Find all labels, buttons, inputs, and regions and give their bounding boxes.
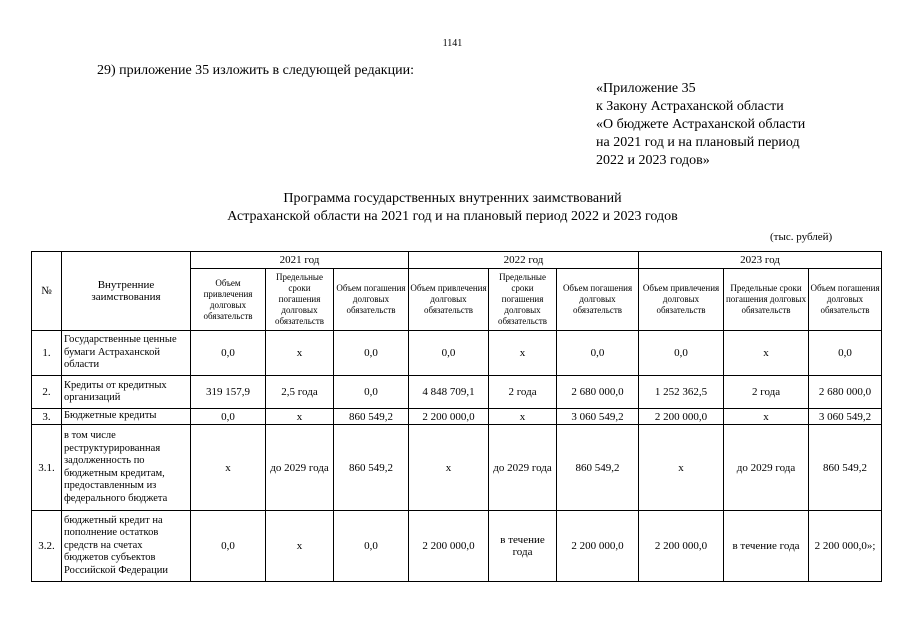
table-cell: 2,5 года — [266, 376, 334, 409]
column-subheader: Объем привлечения долговых обязательств — [639, 269, 724, 331]
num-header: № — [32, 252, 62, 331]
table-cell: в течение года — [489, 511, 557, 582]
table-cell: 860 549,2 — [557, 425, 639, 511]
row-name: Кредиты от кредитных организаций — [62, 376, 191, 409]
column-subheader: Объем привлечения долговых обязательств — [409, 269, 489, 331]
table-cell: 0,0 — [191, 409, 266, 425]
table-cell: 1 252 362,5 — [639, 376, 724, 409]
column-subheader: Объем погашения долговых обязательств — [557, 269, 639, 331]
year-header: 2022 год — [409, 252, 639, 269]
table-cell: 319 157,9 — [191, 376, 266, 409]
table-cell: 2 года — [724, 376, 809, 409]
table-cell: 3 060 549,2 — [557, 409, 639, 425]
table-cell: 0,0 — [409, 331, 489, 376]
table-cell: 2 680 000,0 — [809, 376, 882, 409]
table-cell: х — [489, 409, 557, 425]
title-line: Программа государственных внутренних заимствований — [283, 191, 622, 206]
table-cell: до 2029 года — [724, 425, 809, 511]
table-cell: х — [266, 511, 334, 582]
table-cell: 860 549,2 — [809, 425, 882, 511]
intro-text: 29) приложение 35 изложить в следующей редакции: — [97, 63, 414, 78]
table-cell: 2 200 000,0 — [639, 409, 724, 425]
name-header: Внутренние заимствования — [62, 252, 191, 331]
table-cell: 0,0 — [639, 331, 724, 376]
table-cell: 2 года — [489, 376, 557, 409]
column-subheader: Предельные сроки погашения долговых обязательств — [489, 269, 557, 331]
table-row — [32, 425, 882, 511]
table-cell: 0,0 — [334, 331, 409, 376]
appendix-line: на 2021 год и на плановый период — [596, 135, 800, 150]
table-cell: 860 549,2 — [334, 425, 409, 511]
row-name: в том числе реструктурированная задолженность по бюджетным кредитам, предоставленным из федерального бюджета — [62, 425, 191, 511]
table-row — [32, 409, 882, 425]
table-row — [32, 376, 882, 409]
appendix-line: 2022 и 2023 годов» — [596, 153, 710, 168]
column-subheader: Объем погашения долговых обязательств — [334, 269, 409, 331]
row-number: 3.1. — [32, 425, 62, 511]
table-cell: х — [191, 425, 266, 511]
borrowing-program-table — [31, 251, 882, 582]
table-cell: 2 680 000,0 — [557, 376, 639, 409]
row-name: Государственные ценные бумаги Астраханской области — [62, 331, 191, 376]
title-line: Астраханской области на 2021 год и на плановый период 2022 и 2023 годов — [227, 209, 678, 224]
table-cell: в течение года — [724, 511, 809, 582]
column-subheader: Объем погашения долговых обязательств — [809, 269, 882, 331]
table-cell: 2 200 000,0 — [409, 511, 489, 582]
table-cell: до 2029 года — [489, 425, 557, 511]
row-number: 3.2. — [32, 511, 62, 582]
table-cell: х — [266, 331, 334, 376]
table-cell: 0,0 — [334, 511, 409, 582]
column-subheader: Объем привлечения долговых обязательств — [191, 269, 266, 331]
table-cell: 0,0 — [809, 331, 882, 376]
year-header-row — [32, 252, 882, 269]
appendix-line: «О бюджете Астраханской области — [596, 117, 806, 132]
table-cell: 0,0 — [334, 376, 409, 409]
appendix-line: к Закону Астраханской области — [596, 99, 784, 114]
column-subheader: Предельные сроки погашения долговых обязательств — [266, 269, 334, 331]
table-cell: до 2029 года — [266, 425, 334, 511]
table-cell: 0,0 — [191, 511, 266, 582]
table-row — [32, 331, 882, 376]
table-cell: 2 200 000,0 — [557, 511, 639, 582]
table-cell: х — [724, 409, 809, 425]
year-header: 2021 год — [191, 252, 409, 269]
row-number: 3. — [32, 409, 62, 425]
appendix-line: «Приложение 35 — [596, 81, 696, 96]
row-number: 2. — [32, 376, 62, 409]
table-row — [32, 511, 882, 582]
table-cell: х — [266, 409, 334, 425]
table-cell: 3 060 549,2 — [809, 409, 882, 425]
row-name: Бюджетные кредиты — [62, 409, 191, 425]
page-number: 1141 — [442, 38, 463, 49]
year-header: 2023 год — [639, 252, 882, 269]
column-subheader: Предельные сроки погашения долговых обязательств — [724, 269, 809, 331]
table-cell: 860 549,2 — [334, 409, 409, 425]
table-cell: х — [409, 425, 489, 511]
table-cell: 2 200 000,0»; — [809, 511, 882, 582]
table-cell: 4 848 709,1 — [409, 376, 489, 409]
row-number: 1. — [32, 331, 62, 376]
table-cell: 2 200 000,0 — [639, 511, 724, 582]
document-title — [0, 190, 905, 226]
table-cell: 0,0 — [191, 331, 266, 376]
table-cell: х — [724, 331, 809, 376]
table-cell: 0,0 — [557, 331, 639, 376]
appendix-reference — [596, 80, 805, 170]
table-cell: х — [489, 331, 557, 376]
row-name: бюджетный кредит на пополнение остатков средств на счетах бюджетов субъектов Российской Федерации — [62, 511, 191, 582]
table-cell: 2 200 000,0 — [409, 409, 489, 425]
units-label: (тыс. рублей) — [770, 231, 833, 243]
table-cell: х — [639, 425, 724, 511]
